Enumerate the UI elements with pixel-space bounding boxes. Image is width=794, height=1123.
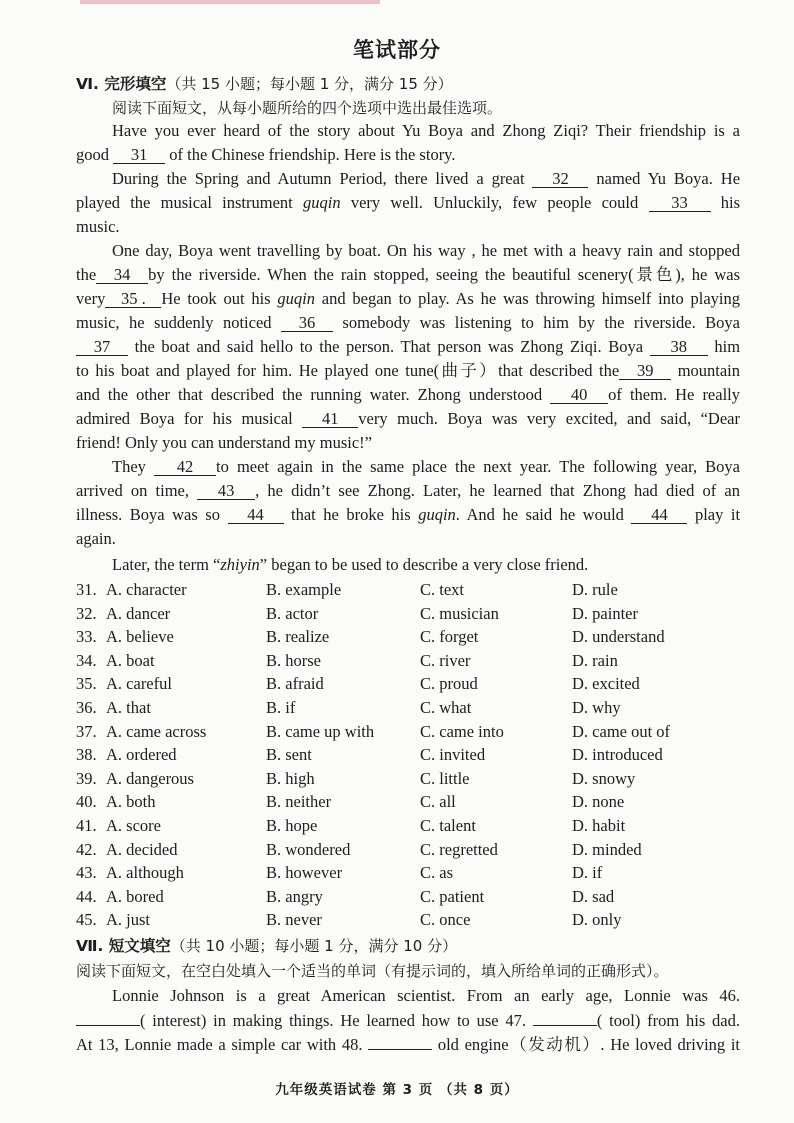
option-row: [76, 579, 736, 601]
option-row: [76, 721, 736, 743]
option-a[interactable]: A. boat: [106, 650, 155, 670]
blank-36: 36: [281, 314, 333, 332]
option-row: [76, 650, 736, 672]
option-row: [76, 768, 736, 790]
question-number: 35.: [76, 674, 97, 694]
option-b[interactable]: B. if: [266, 698, 296, 717]
section-7-instruction: 阅读下面短文，在空白处填入一个适当的单词（有提示词的，填入所给单词的正确形式）。: [76, 962, 669, 980]
option-c[interactable]: C. proud: [420, 674, 478, 694]
option-row: [76, 815, 736, 837]
option-d[interactable]: D. rain: [572, 650, 618, 670]
option-c[interactable]: C. as: [420, 863, 453, 883]
option-b[interactable]: B. neither: [266, 792, 332, 812]
section-7-title: Ⅶ. 短文填空: [76, 937, 171, 955]
option-c[interactable]: C. all: [420, 792, 456, 812]
option-d[interactable]: D. rule: [572, 580, 618, 599]
option-a[interactable]: A. just: [106, 910, 151, 930]
blank-42: 42: [154, 458, 216, 476]
page-footer: 九年级英语试卷 第 3 页 （共 8 页）: [275, 1082, 519, 1098]
option-a[interactable]: A. careful: [106, 674, 172, 694]
question-number: 42.: [76, 839, 97, 859]
blank-35: 35 .: [105, 290, 161, 308]
option-a[interactable]: A. believe: [106, 627, 174, 647]
passage-line: the 34 by the riverside. When the rain stopped, seeing the beautiful scenery(景色), he was: [76, 265, 740, 284]
passage-line: and the other that described the running water. Zhong understood 40 of them. He really: [76, 385, 741, 404]
question-number: 39.: [76, 768, 97, 788]
blank-31: 31: [113, 146, 165, 164]
section-6-instruction: 阅读下面短文，从每小题所给的四个选项中选出最佳选项。: [112, 99, 503, 117]
section-6-note: （共 15 小题；每小题 1 分，满分 15 分）: [166, 75, 453, 93]
option-row: [76, 673, 736, 695]
passage-line: again.: [76, 529, 116, 548]
option-b[interactable]: B. never: [266, 910, 322, 930]
option-b[interactable]: B. wondered: [266, 839, 351, 859]
section-6-heading: [76, 72, 453, 94]
passage-line: One day, Boya went travelling by boat. On his way , he met with a heavy rain and stopped: [112, 241, 740, 260]
option-c[interactable]: C. what: [420, 698, 472, 717]
option-d[interactable]: D. why: [572, 698, 621, 717]
question-number: 31.: [76, 580, 97, 599]
section-6-title: Ⅵ. 完形填空: [76, 75, 167, 93]
option-row: [76, 626, 736, 648]
blank-38: 38: [650, 338, 708, 356]
option-d[interactable]: D. habit: [572, 816, 626, 835]
option-b[interactable]: B. came up with: [266, 721, 375, 741]
passage-line: music.: [76, 217, 120, 236]
passage-line: They 42 to meet again in the same place the next year. The following year, Boya: [112, 457, 740, 476]
question-number: 34.: [76, 650, 97, 670]
blank-48[interactable]: [368, 1049, 432, 1050]
option-a[interactable]: A. bored: [106, 886, 164, 906]
blank-34: 34: [96, 266, 148, 284]
blank-47[interactable]: [533, 1025, 597, 1026]
question-number: 45.: [76, 910, 97, 930]
page-title: 笔试部分: [353, 38, 441, 62]
passage-line: 37 the boat and said hello to the person. That person was Zhong Ziqi. Boya 38 him: [76, 337, 740, 357]
passage-line: At 13, Lonnie made a simple car with 48. old engine（发动机）. He loved driving it: [76, 1035, 741, 1054]
option-row: [76, 886, 736, 908]
question-number: 40.: [76, 792, 97, 812]
passage-line: admired Boya for his musical 41 very much. Boya was very excited, and said, “Dear: [76, 409, 740, 428]
blank-43: 43: [197, 482, 255, 500]
passage-line: Have you ever heard of the story about Yu Boya and Zhong Ziqi? Their friendship is a: [112, 121, 740, 140]
blank-39: 39: [619, 362, 671, 380]
option-d[interactable]: D. if: [572, 863, 603, 883]
passage-line: good 31 of the Chinese friendship. Here is the story.: [76, 145, 456, 164]
question-number: 43.: [76, 863, 97, 883]
option-d[interactable]: D. understand: [572, 627, 665, 647]
passage-line: Later, the term “zhiyin” began to be used to describe a very close friend.: [112, 555, 589, 574]
option-b[interactable]: B. horse: [266, 650, 321, 670]
option-b[interactable]: B. however: [266, 863, 343, 883]
option-d[interactable]: D. painter: [572, 603, 638, 623]
blank-41: 41: [302, 410, 358, 428]
option-a[interactable]: A. decided: [106, 839, 178, 859]
option-a[interactable]: A. came across: [106, 721, 207, 741]
passage-line: arrived on time, 43 , he didn’t see Zhong. Later, he learned that Zhong had died of an: [76, 481, 740, 500]
option-row: [76, 791, 736, 813]
option-row: [76, 744, 736, 766]
passage-line: friend! Only you can understand my music!”: [76, 433, 373, 452]
option-b[interactable]: B. high: [266, 768, 315, 788]
option-a[interactable]: A. dangerous: [106, 768, 194, 788]
question-number: 38.: [76, 745, 97, 765]
passage-line: to his boat and played for him. He played one tune(曲子）that described the 39 mountain: [76, 361, 741, 380]
option-row: [76, 603, 736, 625]
passage-line: Lonnie Johnson is a great American scientist. From an early age, Lonnie was 46.: [112, 986, 740, 1005]
option-d[interactable]: D. excited: [572, 674, 640, 694]
option-d[interactable]: D. only: [572, 910, 622, 930]
option-b[interactable]: B. afraid: [266, 674, 324, 694]
option-c[interactable]: C. forget: [420, 627, 479, 647]
option-c[interactable]: C. once: [420, 910, 471, 930]
option-d[interactable]: D. snowy: [572, 768, 636, 788]
option-c[interactable]: C. regretted: [420, 839, 498, 859]
option-row: [76, 862, 736, 884]
passage-line: During the Spring and Autumn Period, there lived a great 32 named Yu Boya. He: [112, 169, 741, 188]
passage-line: very 35 . He took out his guqin and began to play. As he was throwing himself into playing: [76, 289, 741, 308]
blank-44: 44: [228, 506, 284, 524]
option-d[interactable]: D. sad: [572, 886, 615, 906]
option-b[interactable]: B. angry: [266, 886, 323, 906]
question-number: 41.: [76, 816, 97, 835]
blank-33: 33: [649, 194, 711, 212]
option-a[interactable]: A. ordered: [106, 745, 177, 765]
option-a[interactable]: A. both: [106, 792, 156, 812]
blank-45: 44: [631, 506, 687, 524]
guqin-term: guqin: [302, 193, 341, 212]
scan-stripe: [80, 0, 380, 4]
option-c[interactable]: C. came into: [420, 721, 504, 741]
option-row: [76, 839, 736, 861]
passage-line: played the musical instrument guqin very well. Unluckily, few people could 33 his: [76, 193, 740, 212]
option-d[interactable]: D. minded: [572, 839, 642, 859]
option-c[interactable]: C. little: [420, 768, 470, 788]
option-a[interactable]: A. that: [106, 698, 151, 717]
option-b[interactable]: B. sent: [266, 745, 312, 765]
option-c[interactable]: C. river: [420, 650, 471, 670]
option-d[interactable]: D. none: [572, 792, 625, 812]
question-number: 33.: [76, 627, 97, 647]
blank-40: 40: [550, 386, 608, 404]
option-a[interactable]: A. although: [106, 863, 184, 883]
option-a[interactable]: A. dancer: [106, 603, 171, 623]
blank-32: 32: [532, 170, 588, 188]
question-number: 37.: [76, 721, 97, 741]
option-c[interactable]: C. invited: [420, 745, 486, 765]
option-row: [76, 909, 736, 931]
blank-46[interactable]: [76, 1025, 140, 1026]
blank-37: 37: [76, 338, 128, 356]
zhiyin-term: zhiyin: [220, 555, 260, 574]
option-c[interactable]: C. patient: [420, 886, 485, 906]
option-b[interactable]: B. example: [266, 580, 342, 599]
option-d[interactable]: D. came out of: [572, 721, 671, 741]
passage-line: music, he suddenly noticed 36 somebody was listening to him by the riverside. Boya: [76, 313, 741, 332]
option-c[interactable]: C. musician: [420, 603, 499, 623]
option-row: [76, 697, 736, 719]
option-c[interactable]: C. text: [420, 580, 464, 599]
option-c[interactable]: C. talent: [420, 816, 476, 835]
passage-line: illness. Boya was so 44 that he broke his guqin. And he said he would 44 play it: [76, 505, 741, 524]
passage-line: ( interest) in making things. He learned how to use 47. ( tool) from his dad.: [76, 1011, 740, 1031]
section-7-heading: [76, 934, 457, 956]
option-b[interactable]: B. actor: [266, 603, 319, 623]
question-number: 36.: [76, 698, 97, 717]
section-7-note: （共 10 小题；每小题 1 分，满分 10 分）: [170, 937, 458, 955]
question-number: 44.: [76, 886, 97, 906]
option-b[interactable]: B. realize: [266, 627, 330, 647]
option-a[interactable]: A. score: [106, 816, 161, 835]
option-a[interactable]: A. character: [106, 580, 187, 599]
option-b[interactable]: B. hope: [266, 816, 318, 835]
option-d[interactable]: D. introduced: [572, 745, 663, 765]
question-number: 32.: [76, 603, 97, 623]
